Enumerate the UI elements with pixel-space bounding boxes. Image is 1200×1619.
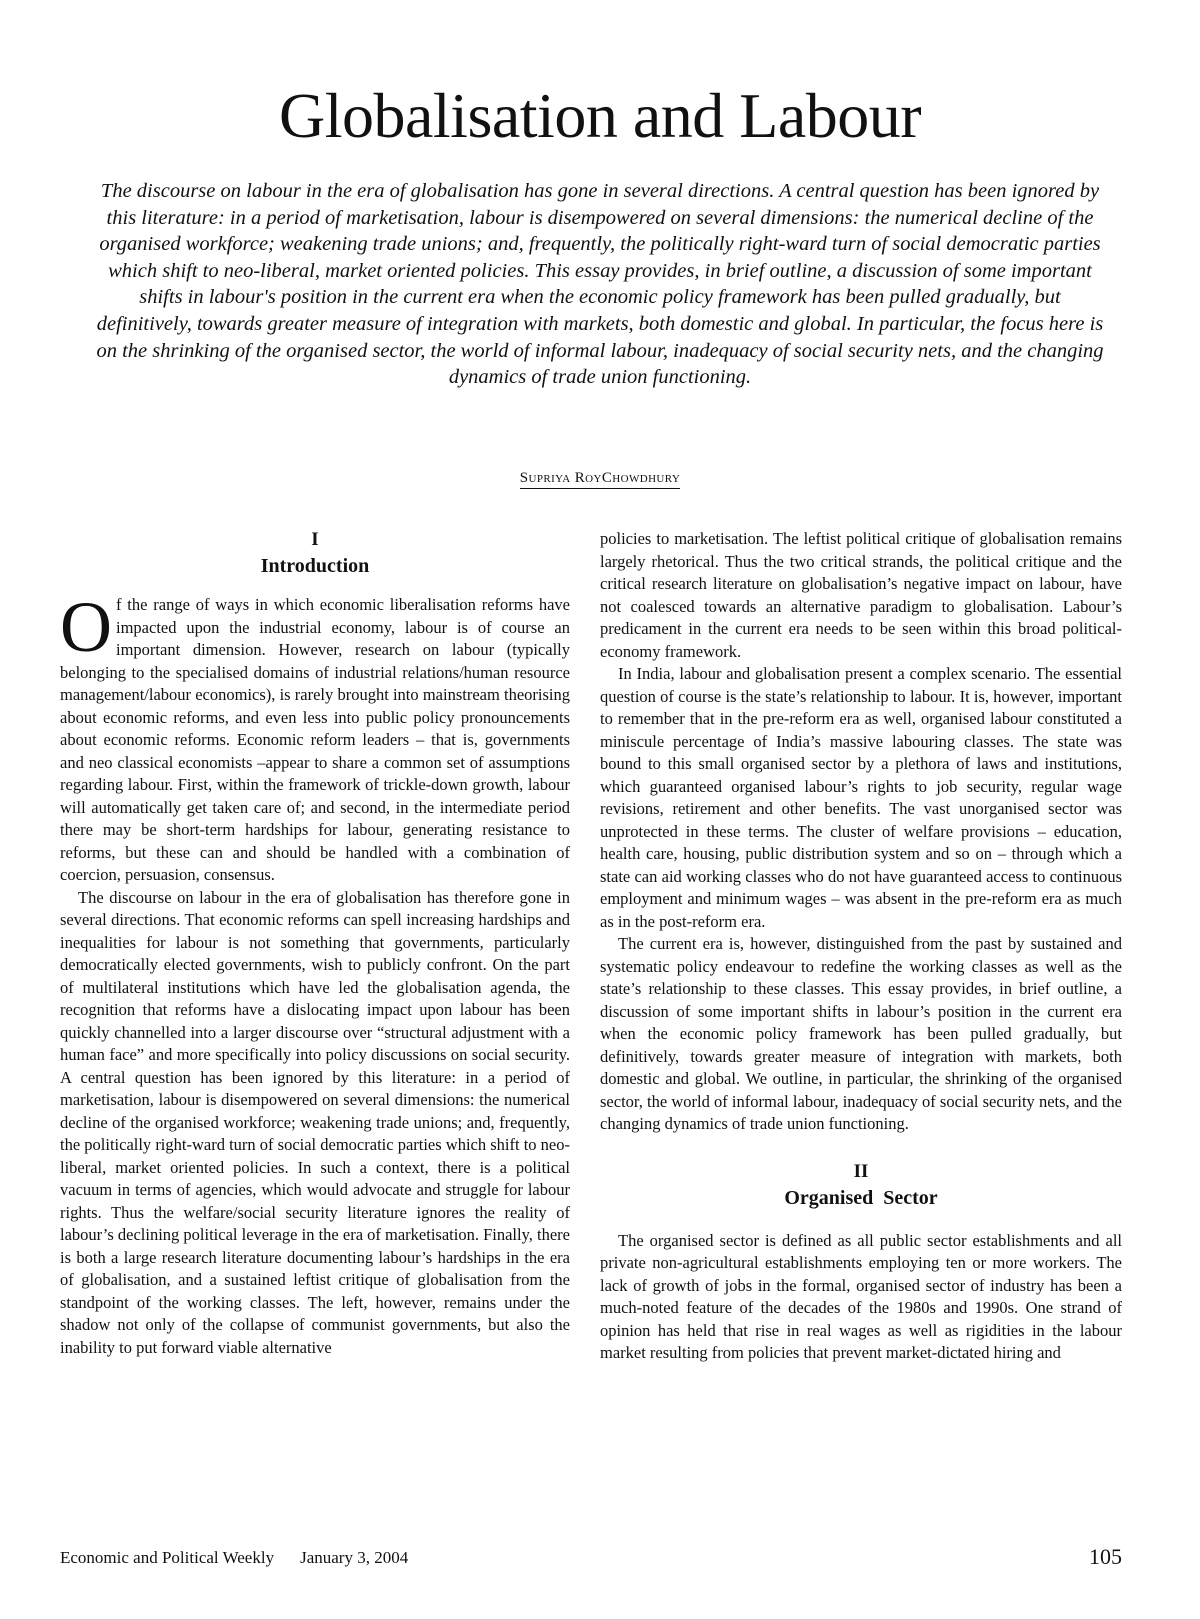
organised-sector-paragraph: The organised sector is defined as all public sector establishments and all private non-agricultural establishments employing ten or more workers. The lack of growth of jobs in the formal, organised sector of industry has been a much-noted feature of the decades of the 1980s and 1990s. One strand of opinion has held that rise in real wages as well as rigidities in the labour market resulting from policies that prevent market-dictated hiring and	[600, 1230, 1122, 1362]
author-name: Supriya RoyChowdhury	[520, 470, 681, 489]
article-title: Globalisation and Labour	[278, 80, 922, 151]
current-era-paragraph: The current era is, however, distinguished from the past by sustained and systematic policy endeavour to redefine the working classes as well as the state’s relationship to these classes. This essay provides, in brief outline, a discussion of some important shifts in labour’s position in the current era when the economic policy framework has been pulled gradually, but definitively, towards greater measure of integration with markets, both domestic and global. We outline, in particular, the shrinking of the organised sector, the world of informal labour, inadequacy of social security nets, and the changing dynamics of trade union functioning.	[600, 934, 1122, 1133]
section-number: II	[853, 1160, 869, 1182]
continued-paragraph: policies to marketisation. The leftist political critique of globalisation remains largely rhetorical. Thus the two critical strands, the political critique and the critical research literature on globalisation’s negative impact on labour, have not coalesced towards an alternative paradigm to globalisation. Labour’s predicament in the current era needs to be seen within this broad political-economy framework.	[600, 529, 1122, 661]
intro-paragraph-2: The discourse on labour in the era of globalisation has therefore gone in several directions. That economic reforms can spell increasing hardships and inequalities for labour is not something that governments, particularly democratically elected governments, wish to publicly confront. On the part of multilateral institutions which have led the globalisation agenda, the recognition that reforms have a dislocating impact upon labour has been quickly channelled into a larger discourse over “structural adjustment with a human face” and more specifically into policy discussions on social security. A central question has been ignored by this literature: in a period of marketisation, labour is disempowered on several dimensions: the numerical decline of the organised workforce; weakening trade unions; and, frequently, the politically right-ward turn of social democratic parties which shift to neo-liberal, market oriented policies. In such a context, there is a political vacuum in terms of agencies, which would advocate and struggle for labour rights. Thus the welfare/social security literature ignores the reality of labour’s declining political leverage in the era of marketisation. Finally, there is both a large research literature documenting labour’s hardships in the era of globalisation, and a sustained leftist critique of globalisation from the standpoint of the working classes. The left, however, remains under the shadow not only of the collapse of communist governments, but also the inability to put forward viable alternative	[60, 887, 570, 1357]
section-title: Introduction	[260, 555, 370, 577]
section-heading-introduction	[60, 528, 570, 580]
india-paragraph: In India, labour and globalisation present a complex scenario. The essential question of course is the state’s relationship to labour. It is, however, important to remember that in the pre-reform era as well, organised labour constituted a miniscule percentage of India’s massive labouring classes. The state was bound to this small organised sector by a plethora of laws and institutions, which guaranteed organised labour’s rights to job security, regular wage revisions, retirement and other benefits. The vast unorganised sector was unprotected in these terms. The cluster of welfare provisions – education, health care, housing, public distribution system and so on – through which a state can aid working classes who do not have guaranteed access to continuous employment and minimum wages – was absent in the pre-reform era as much as in the post-reform era.	[600, 664, 1122, 931]
abstract: The discourse on labour in the era of globalisation has gone in several directions. A central question has been ignored by this literature: in a period of marketisation, labour is disempowered on several dimensions: the numerical decline of the organised workforce; weakening trade unions; and, frequently, the politically right-ward turn of social democratic parties which shift to neo-liberal, market oriented policies. This essay provides, in brief outline, a discussion of some important shifts in labour's position in the current era when the economic policy framework has been pulled gradually, but definitively, towards greater measure of integration with markets, both domestic and global. In particular, the focus here is on the shrinking of the organised sector, the world of informal labour, inadequacy of social security nets, and the changing dynamics of trade union functioning.	[96, 180, 1104, 389]
page-footer	[60, 1548, 408, 1568]
page-number: 105	[1089, 1544, 1122, 1569]
author-byline	[0, 470, 1200, 487]
issue-date: January 3, 2004	[300, 1548, 409, 1567]
section-title: Organised Sector	[784, 1186, 938, 1209]
section-heading-organised-sector	[600, 1160, 1122, 1212]
left-column	[60, 528, 570, 1359]
intro-paragraph-1	[60, 587, 570, 887]
drop-cap: O	[60, 587, 112, 667]
journal-name: Economic and Political Weekly	[60, 1548, 275, 1567]
intro-paragraph-1-text: f the range of ways in which economic liberalisation reforms have impacted upon the industrial economy, labour is of course an important dimension. However, research on labour (typically belonging to the specialised domains of industrial relations/human resource management/labour economics), is rarely brought into mainstream theorising about economic reforms, and even less into public policy pronouncements about economic reforms. Economic reform leaders – that is, governments and neo classical economists –appear to share a common set of assumptions regarding labour. First, within the framework of trickle-down growth, labour will automatically get taken care of; and second, in the intermediate period there may be short-term hardships for labour, generating resistance to reforms, but these can and should be handled with a combination of coercion, persuasion, consensus.	[60, 595, 570, 884]
section-number: I	[311, 529, 319, 550]
right-column	[600, 528, 1122, 1365]
